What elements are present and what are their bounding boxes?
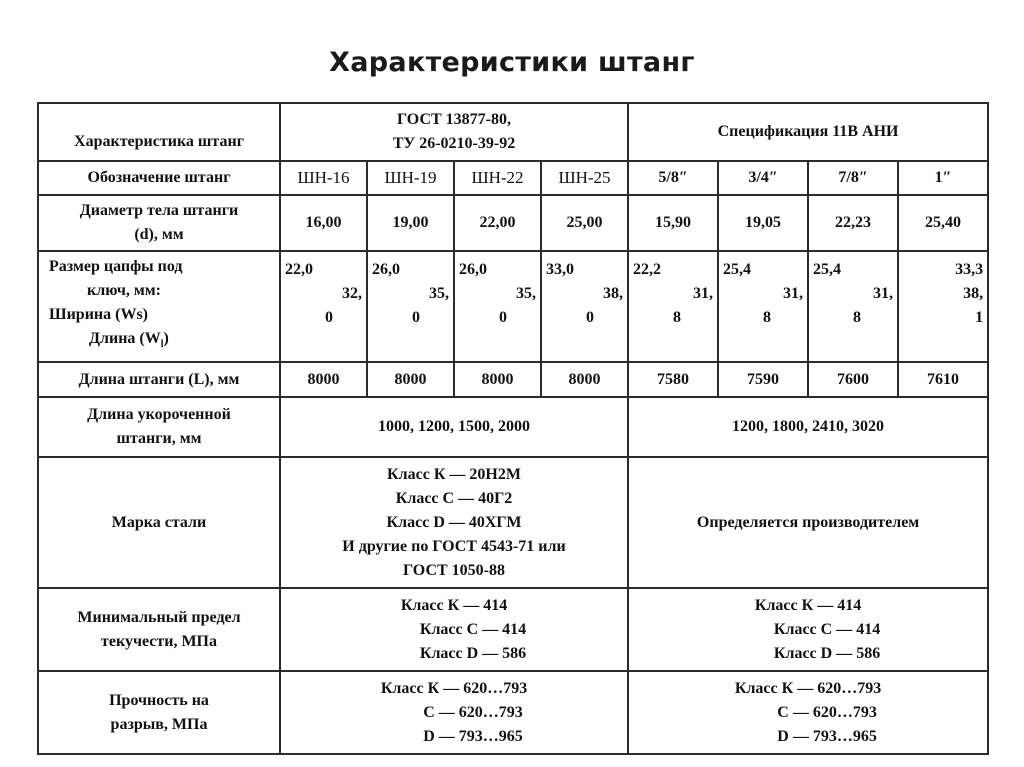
yield-strength-gost: Класс К — 414 Класс С — 414 Класс D — 586 [280, 588, 628, 671]
rod-length-cell: 8000 [280, 362, 367, 397]
diameter-cell: 15,90 [628, 195, 718, 251]
rod-length-cell: 7610 [898, 362, 988, 397]
rod-length-cell: 7580 [628, 362, 718, 397]
tensile-strength-gost: Класс К — 620…793 С — 620…793 D — 793…965 [280, 671, 628, 754]
designation-row [38, 161, 988, 195]
page-title: Характеристики штанг [329, 47, 695, 78]
wrench-size-cell: 25,4 31, 8 [808, 251, 898, 362]
steel-grade-label: Марка стали [38, 457, 280, 588]
api-header: Спецификация 11В АНИ [628, 103, 988, 161]
diameter-cell: 25,00 [541, 195, 628, 251]
designation-cell: 7/8″ [808, 161, 898, 195]
wrench-size-row [38, 251, 988, 362]
designation-cell: 5/8″ [628, 161, 718, 195]
diameter-cell: 22,23 [808, 195, 898, 251]
wrench-size-cell: 22,2 31, 8 [628, 251, 718, 362]
header-row [38, 103, 988, 161]
rod-length-row [38, 362, 988, 397]
wrench-size-cell: 33,3 38, 1 [898, 251, 988, 362]
rod-length-cell: 7600 [808, 362, 898, 397]
tensile-strength-api: Класс К — 620…793 С — 620…793 D — 793…965 [628, 671, 988, 754]
steel-grade-gost: Класс К — 20Н2М Класс С — 40Г2 Класс D — 40ХГМ И другие по ГОСТ 4543-71 или ГОСТ 1050-88 [280, 457, 628, 588]
designation-cell: 1″ [898, 161, 988, 195]
short-rod-length-api: 1200, 1800, 2410, 3020 [628, 397, 988, 457]
wrench-size-cell: 25,4 31, 8 [718, 251, 808, 362]
diameter-cell: 16,00 [280, 195, 367, 251]
designation-label: Обозначение штанг [38, 161, 280, 195]
wrench-size-cell: 26,0 35, 0 [367, 251, 454, 362]
short-rod-length-gost: 1000, 1200, 1500, 2000 [280, 397, 628, 457]
wrench-size-cell: 26,0 35, 0 [454, 251, 541, 362]
diameter-row [38, 195, 988, 251]
diameter-cell: 19,00 [367, 195, 454, 251]
steel-grade-row [38, 457, 988, 588]
tensile-strength-row [38, 671, 988, 754]
rod-length-cell: 8000 [541, 362, 628, 397]
designation-cell: ШН-16 [280, 161, 367, 195]
steel-grade-api: Определяется производителем [628, 457, 988, 588]
wrench-size-label: Размер цапфы под ключ, мм: Ширина (Ws) Длина $(W_l)$ [38, 251, 280, 362]
designation-cell: 3/4″ [718, 161, 808, 195]
diameter-cell: 19,05 [718, 195, 808, 251]
rod-length-label: Длина штанги (L), мм [38, 362, 280, 397]
yield-strength-api: Класс К — 414 Класс С — 414 Класс D — 586 [628, 588, 988, 671]
wrench-size-cell: 33,0 38, 0 [541, 251, 628, 362]
rod-length-cell: 8000 [367, 362, 454, 397]
short-rod-length-row [38, 397, 988, 457]
short-rod-length-label: Длина укороченной штанги, мм [38, 397, 280, 457]
diameter-label: Диаметр тела штанги (d), мм [38, 195, 280, 251]
diameter-cell: 25,40 [898, 195, 988, 251]
designation-cell: ШН-19 [367, 161, 454, 195]
tensile-strength-label: Прочность на разрыв, МПа [38, 671, 280, 754]
wrench-size-cell: 22,0 32, 0 [280, 251, 367, 362]
rod-length-cell: 7590 [718, 362, 808, 397]
yield-strength-row [38, 588, 988, 671]
characteristic-header: Характеристика штанг [38, 103, 280, 161]
rod-length-cell: 8000 [454, 362, 541, 397]
rod-characteristics-table [37, 102, 989, 755]
designation-cell: ШН-25 [541, 161, 628, 195]
designation-cell: ШН-22 [454, 161, 541, 195]
gost-header: ГОСТ 13877-80, ТУ 26-0210-39-92 [280, 103, 628, 161]
yield-strength-label: Минимальный предел текучести, МПа [38, 588, 280, 671]
diameter-cell: 22,00 [454, 195, 541, 251]
